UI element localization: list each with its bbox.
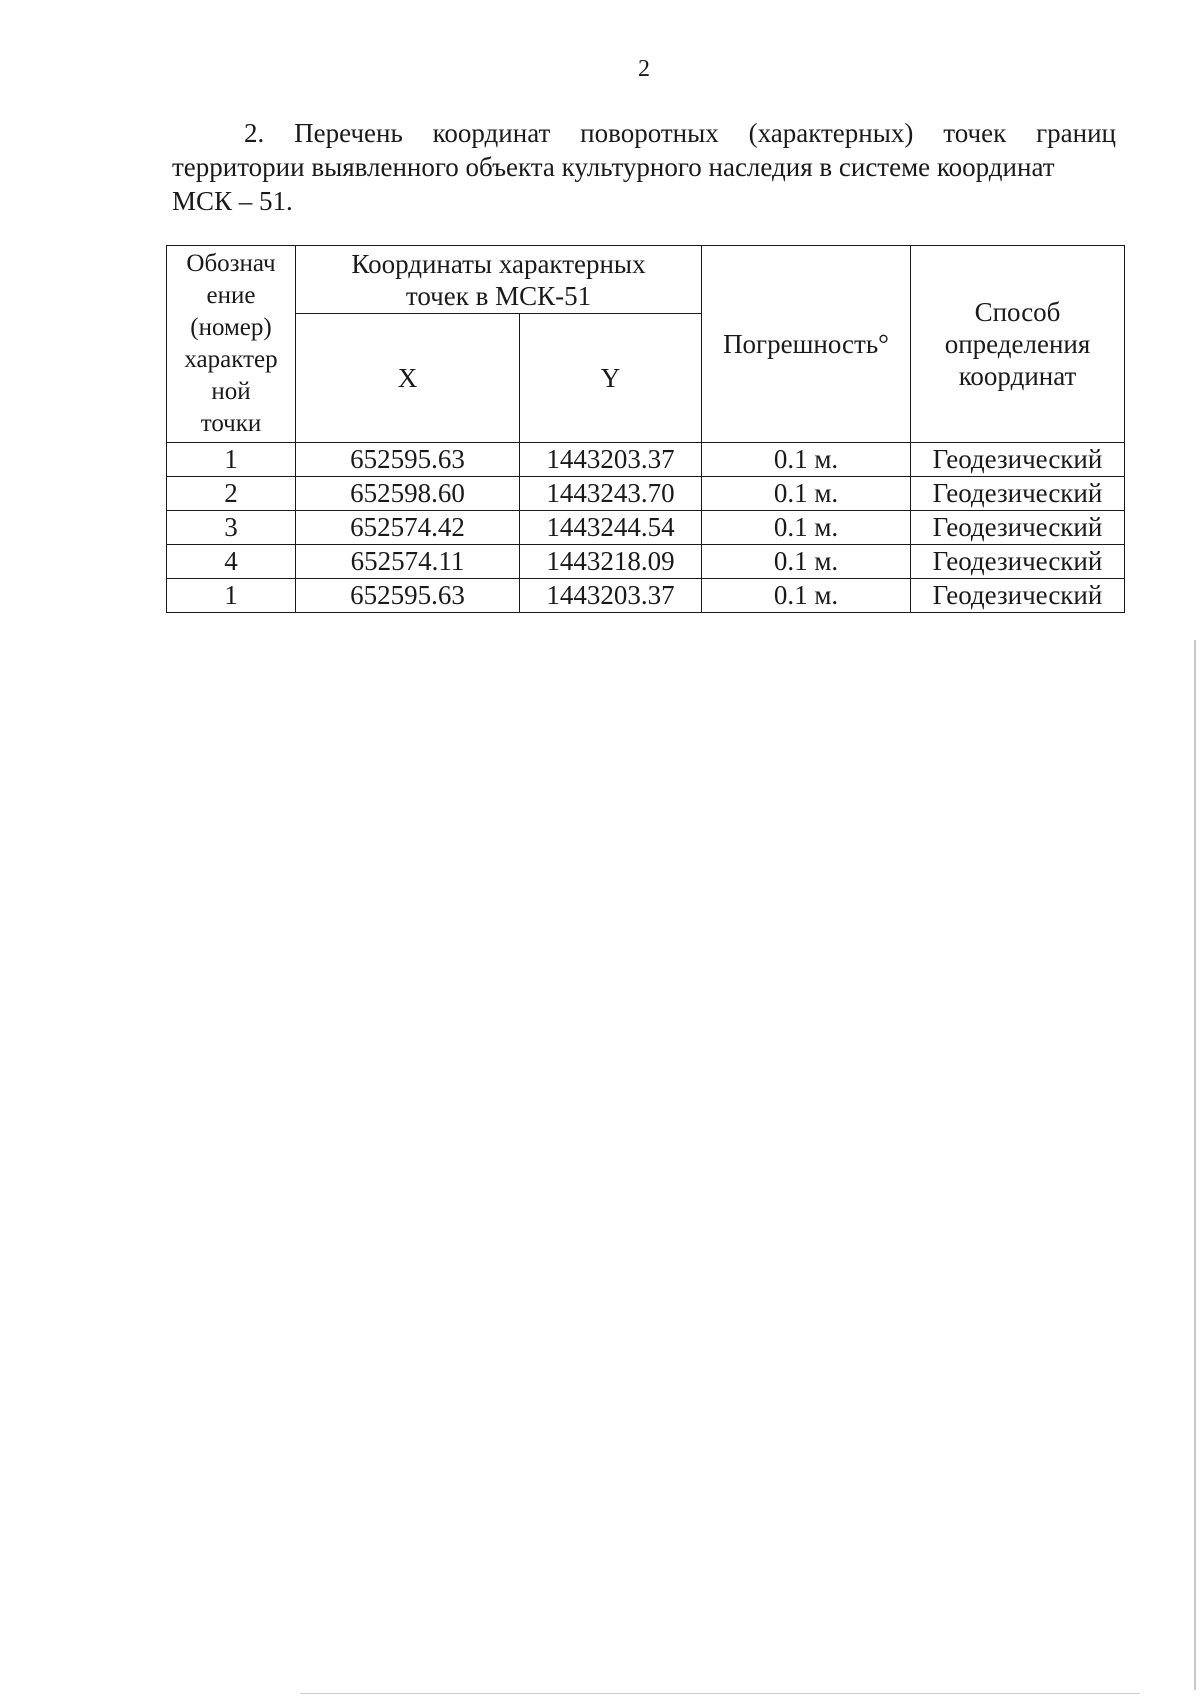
header-y: Y [520,314,702,443]
coordinates-table [166,245,1125,613]
header-point-line: ение [206,282,256,309]
cell-x: 652574.42 [296,511,520,545]
table-row [167,477,1125,511]
cell-accuracy: 0.1 м. [702,477,911,511]
cell-point: 4 [167,545,296,579]
cell-method: Геодезический [911,443,1125,477]
intro-line-3: МСК – 51. [172,186,293,216]
cell-y: 1443203.37 [520,579,702,613]
header-point-line: точки [200,410,262,437]
header-point-designation [167,246,296,443]
table-row [167,511,1125,545]
intro-line-2: территории выявленного объекта культурного наследия в системе координат [172,152,1055,182]
cell-x: 652574.11 [296,545,520,579]
cell-point: 2 [167,477,296,511]
header-method-line: координат [958,361,1077,391]
header-point-line: Обознач [186,250,276,277]
cell-method: Геодезический [911,545,1125,579]
cell-y: 1443243.70 [520,477,702,511]
header-accuracy: Погрешность° [702,246,911,443]
header-point-line: характер [184,346,278,373]
header-method-line: Способ [974,297,1061,327]
cell-accuracy: 0.1 м. [702,443,911,477]
header-method [911,246,1125,443]
cell-point: 3 [167,511,296,545]
header-point-line: (номер) [190,314,272,341]
page-number: 2 [638,56,650,82]
cell-x: 652598.60 [296,477,520,511]
table-row [167,545,1125,579]
cell-point: 1 [167,579,296,613]
scan-bottom-line [300,1693,1140,1694]
cell-x: 652595.63 [296,579,520,613]
cell-y: 1443218.09 [520,545,702,579]
scan-edge-line [1194,640,1196,1690]
cell-method: Геодезический [911,511,1125,545]
table-row [167,579,1125,613]
header-coords-line: точек в МСК-51 [405,280,592,311]
cell-method: Геодезический [911,477,1125,511]
header-coords-line: Координаты характерных [351,248,646,279]
header-point-line: ной [211,378,251,405]
header-coordinates-group [296,246,702,314]
intro-line-1 [172,116,1116,150]
cell-accuracy: 0.1 м. [702,545,911,579]
cell-point: 1 [167,443,296,477]
cell-method: Геодезический [911,579,1125,613]
cell-accuracy: 0.1 м. [702,579,911,613]
cell-y: 1443244.54 [520,511,702,545]
header-method-line: определения [944,329,1091,359]
cell-accuracy: 0.1 м. [702,511,911,545]
cell-x: 652595.63 [296,443,520,477]
table-row [167,443,1125,477]
intro-line-1-text: 2. Перечень координат поворотных (характерных) точек границ [244,118,1116,148]
header-x: X [296,314,520,443]
intro-paragraph [172,116,1116,218]
cell-y: 1443203.37 [520,443,702,477]
